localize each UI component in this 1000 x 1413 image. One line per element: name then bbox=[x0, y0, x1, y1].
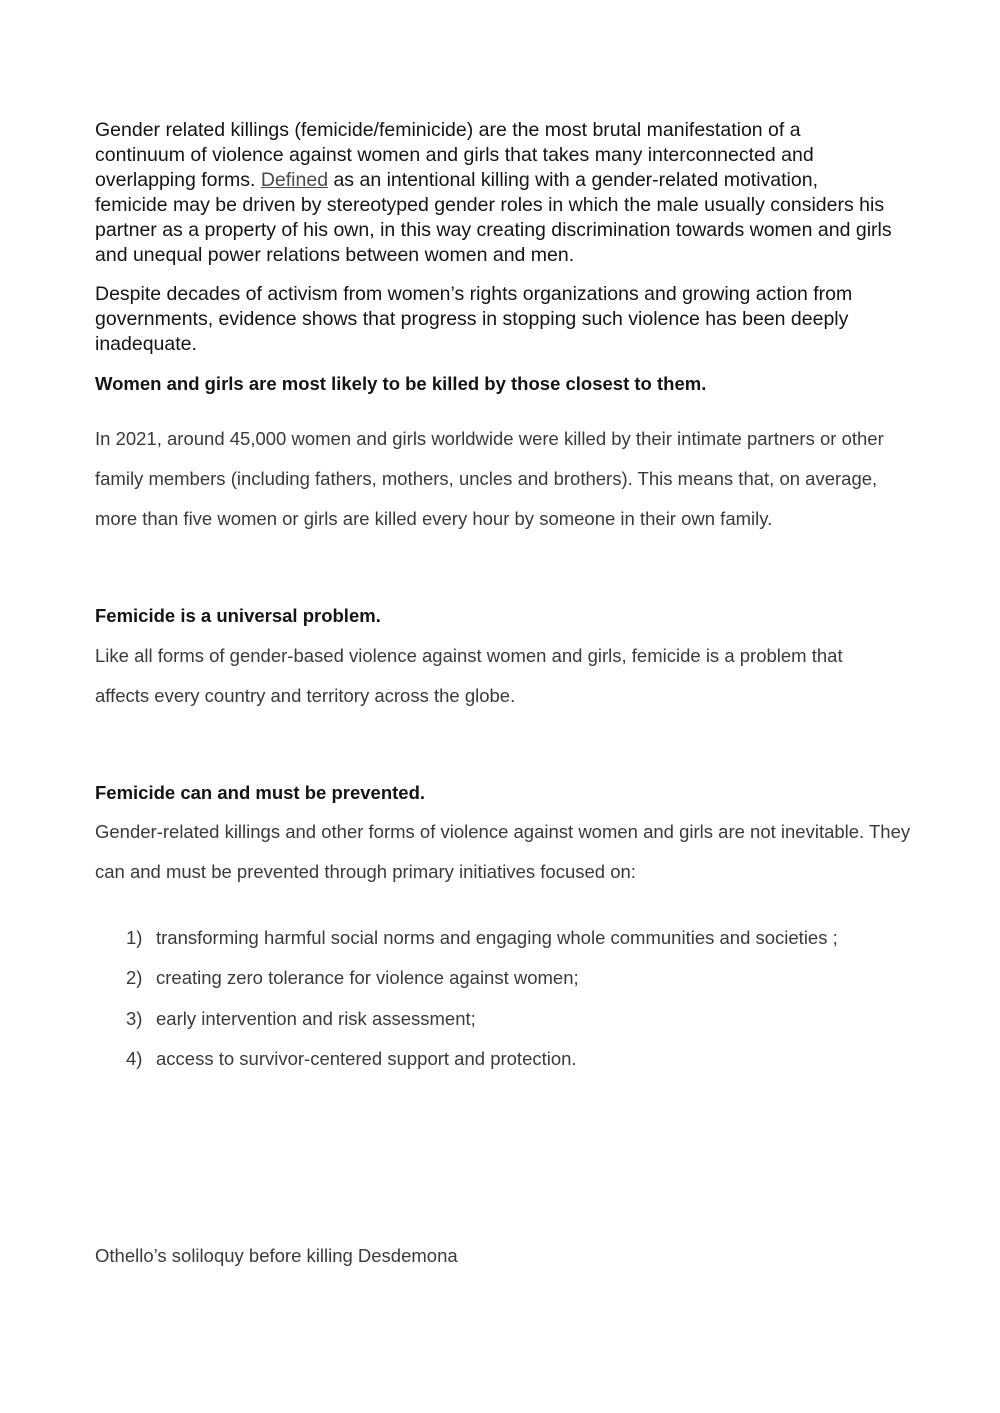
intro-text-1: Gender related killings (femicide/feminicide) are the most brutal manifestation of a continuum of violence against women and girls that takes many interconnected and overlapping forms. bbox=[95, 119, 814, 191]
defined-link[interactable]: Defined bbox=[260, 169, 329, 191]
list-item-number: 2) bbox=[126, 967, 143, 989]
section-body-universal: Like all forms of gender-based violence against women and girls, femicide is a problem that affects every country and territory across the globe. bbox=[95, 645, 843, 706]
list-item-number: 3) bbox=[126, 1007, 143, 1029]
list-item-number: 4) bbox=[126, 1047, 143, 1069]
prevention-list bbox=[95, 918, 925, 1079]
list-item-text: transforming harmful social norms and engaging whole communities and societies ; bbox=[156, 927, 838, 948]
list-item bbox=[95, 999, 925, 1039]
section-heading-prevented: Femicide can and must be prevented. bbox=[95, 782, 426, 803]
intro-paragraph bbox=[95, 118, 895, 268]
list-item-text: access to survivor-centered support and protection. bbox=[156, 1047, 577, 1069]
activism-paragraph: Despite decades of activism from women’s rights organizations and growing action from governments, evidence shows that progress in stopping such violence has been deeply inadequate. bbox=[95, 283, 853, 355]
list-item-number: 1) bbox=[126, 927, 143, 948]
list-item bbox=[95, 958, 925, 998]
section-body-closest: In 2021, around 45,000 women and girls worldwide were killed by their intimate partners or other family members (including fathers, mothers, uncles and brothers). This means that, on average, more than five women or girls are killed every hour by someone in their own family. bbox=[95, 428, 884, 529]
list-item-text: creating zero tolerance for violence against women; bbox=[156, 967, 579, 989]
section-body-prevented: Gender-related killings and other forms of violence against women and girls are not inevitable. They can and must be prevented through primary initiatives focused on: bbox=[95, 821, 911, 882]
list-item-text: early intervention and risk assessment; bbox=[156, 1007, 476, 1029]
intro-text-2: as an intentional killing with a gender-related motivation, femicide may be driven by stereotyped gender roles in which the male usually considers his partner as a property of his own, in this way creating discrimination towards women and girls and unequal power relations between women and men. bbox=[95, 169, 892, 266]
othello-soliloquy-line: Othello’s soliloquy before killing Desdemona bbox=[95, 1245, 458, 1266]
list-item bbox=[95, 1039, 925, 1079]
section-heading-universal: Femicide is a universal problem. bbox=[95, 605, 381, 626]
list-item bbox=[95, 918, 925, 958]
section-heading-closest: Women and girls are most likely to be killed by those closest to them. bbox=[95, 373, 707, 394]
